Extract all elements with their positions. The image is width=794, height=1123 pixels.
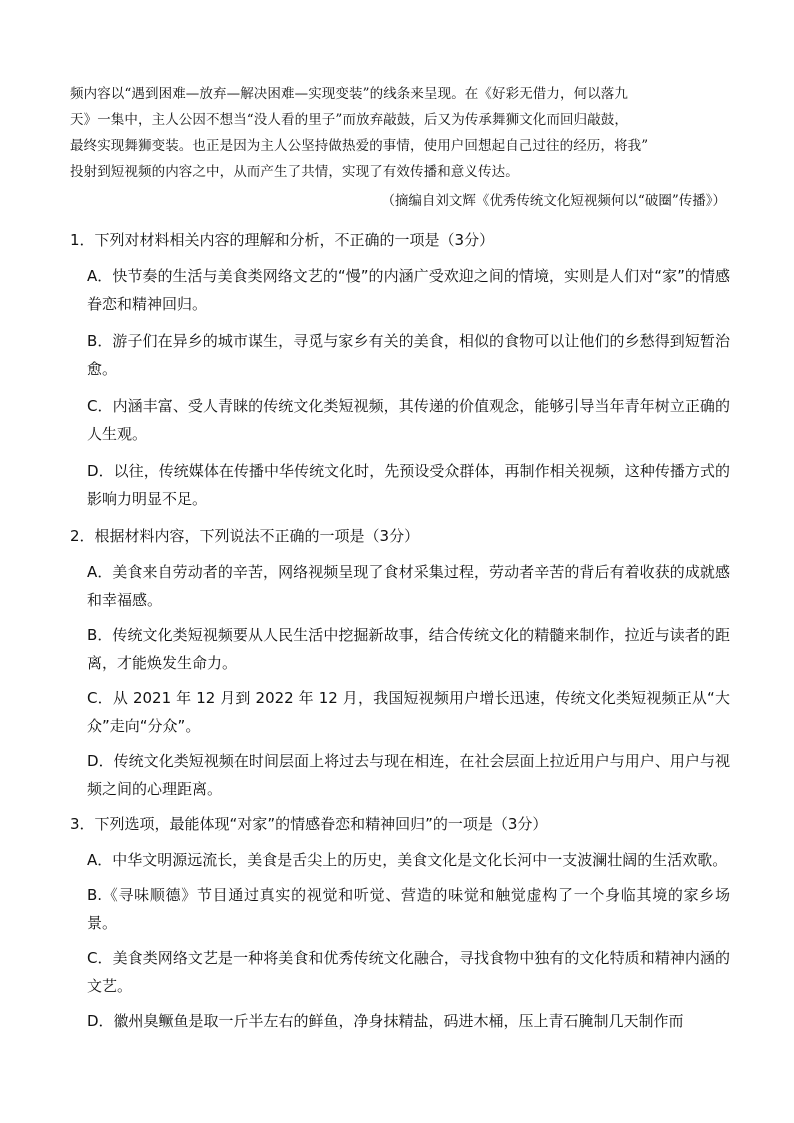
question-1: [70, 226, 730, 513]
option-d: D．徽州臭鳜鱼是取一斤半左右的鲜鱼，净身抹精盐，码进木桶，压上青石腌制几天制作而: [87, 1012, 684, 1030]
option-d: D．以往，传统媒体在传播中华传统文化时，先预设受众群体，再制作相关视频，这种传播方式的影响力明显不足。: [87, 462, 730, 508]
question-list: [70, 226, 730, 1042]
option-a: A．美食来自劳动者的辛苦，网络视频呈现了食材采集过程，劳动者辛苦的背后有着收获的成就感和幸福感。: [87, 563, 730, 609]
option-c: C．从 2021 年 12 月到 2022 年 12 月，我国短视频用户增长迅速，传统文化类短视频正从“大众”走向“分众”。: [87, 689, 730, 735]
option-c: C．内涵丰富、受人青睐的传统文化类短视频，其传递的价值观念，能够引导当年青年树立正确的人生观。: [87, 397, 730, 443]
option-a: A．中华文明源远流长，美食是舌尖上的历史，美食文化是文化长河中一支波澜壮阔的生活欢歌。: [87, 851, 728, 869]
question-2: [70, 522, 730, 803]
passage-line: 频内容以“遇到困难—放弃—解决困难—实现变装”的线条来呈现。在《好彩无借力，何以落九: [70, 86, 629, 102]
passage-source: （摘编自刘文辉《优秀传统文化短视频何以“破圈”传播》）: [381, 193, 726, 209]
question-3: [70, 810, 730, 1035]
question-stem: 2．根据材料内容，下列说法不正确的一项是（3分）: [70, 527, 420, 545]
option-a: A．快节奏的生活与美食类网络文艺的“慢”的内涵广受欢迎之间的情境，实则是人们对“家”的情感眷恋和精神回归。: [87, 267, 730, 313]
option-b: B．传统文化类短视频要从人民生活中挖掘新故事，结合传统文化的精髓来制作，拉近与读者的距离，才能焕发生命力。: [87, 626, 730, 672]
passage-line: 最终实现舞狮变装。也正是因为主人公坚持做热爱的事情，使用户回想起自己过往的经历，将我”: [70, 138, 649, 154]
reading-passage: [70, 81, 730, 185]
option-c: C．美食类网络文艺是一种将美食和优秀传统文化融合，寻找食物中独有的文化特质和精神内涵的文艺。: [87, 949, 730, 995]
passage-line: 投射到短视频的内容之中，从而产生了共情，实现了有效传播和意义传达。: [70, 164, 519, 180]
option-d: D．传统文化类短视频在时间层面上将过去与现在相连，在社会层面上拉近用户与用户、用户与视频之间的心理距离。: [87, 752, 730, 798]
option-b: B.《寻味顺德》节目通过真实的视觉和听觉、营造的味觉和触觉虚构了一个身临其境的家乡场景。: [87, 886, 730, 932]
passage-line: 天》一集中，主人公因不想当“没人看的里子”而放弃敲鼓，后又为传承舞狮文化而回归敲鼓，: [70, 112, 629, 128]
question-stem: 1．下列对材料相关内容的理解和分析，不正确的一项是（3分）: [70, 231, 495, 249]
question-stem: 3．下列选项，最能体现“对家”的情感眷恋和精神回归”的一项是（3分）: [70, 815, 548, 833]
option-b: B．游子们在异乡的城市谋生，寻觅与家乡有关的美食，相似的食物可以让他们的乡愁得到短暂治愈。: [87, 332, 730, 378]
